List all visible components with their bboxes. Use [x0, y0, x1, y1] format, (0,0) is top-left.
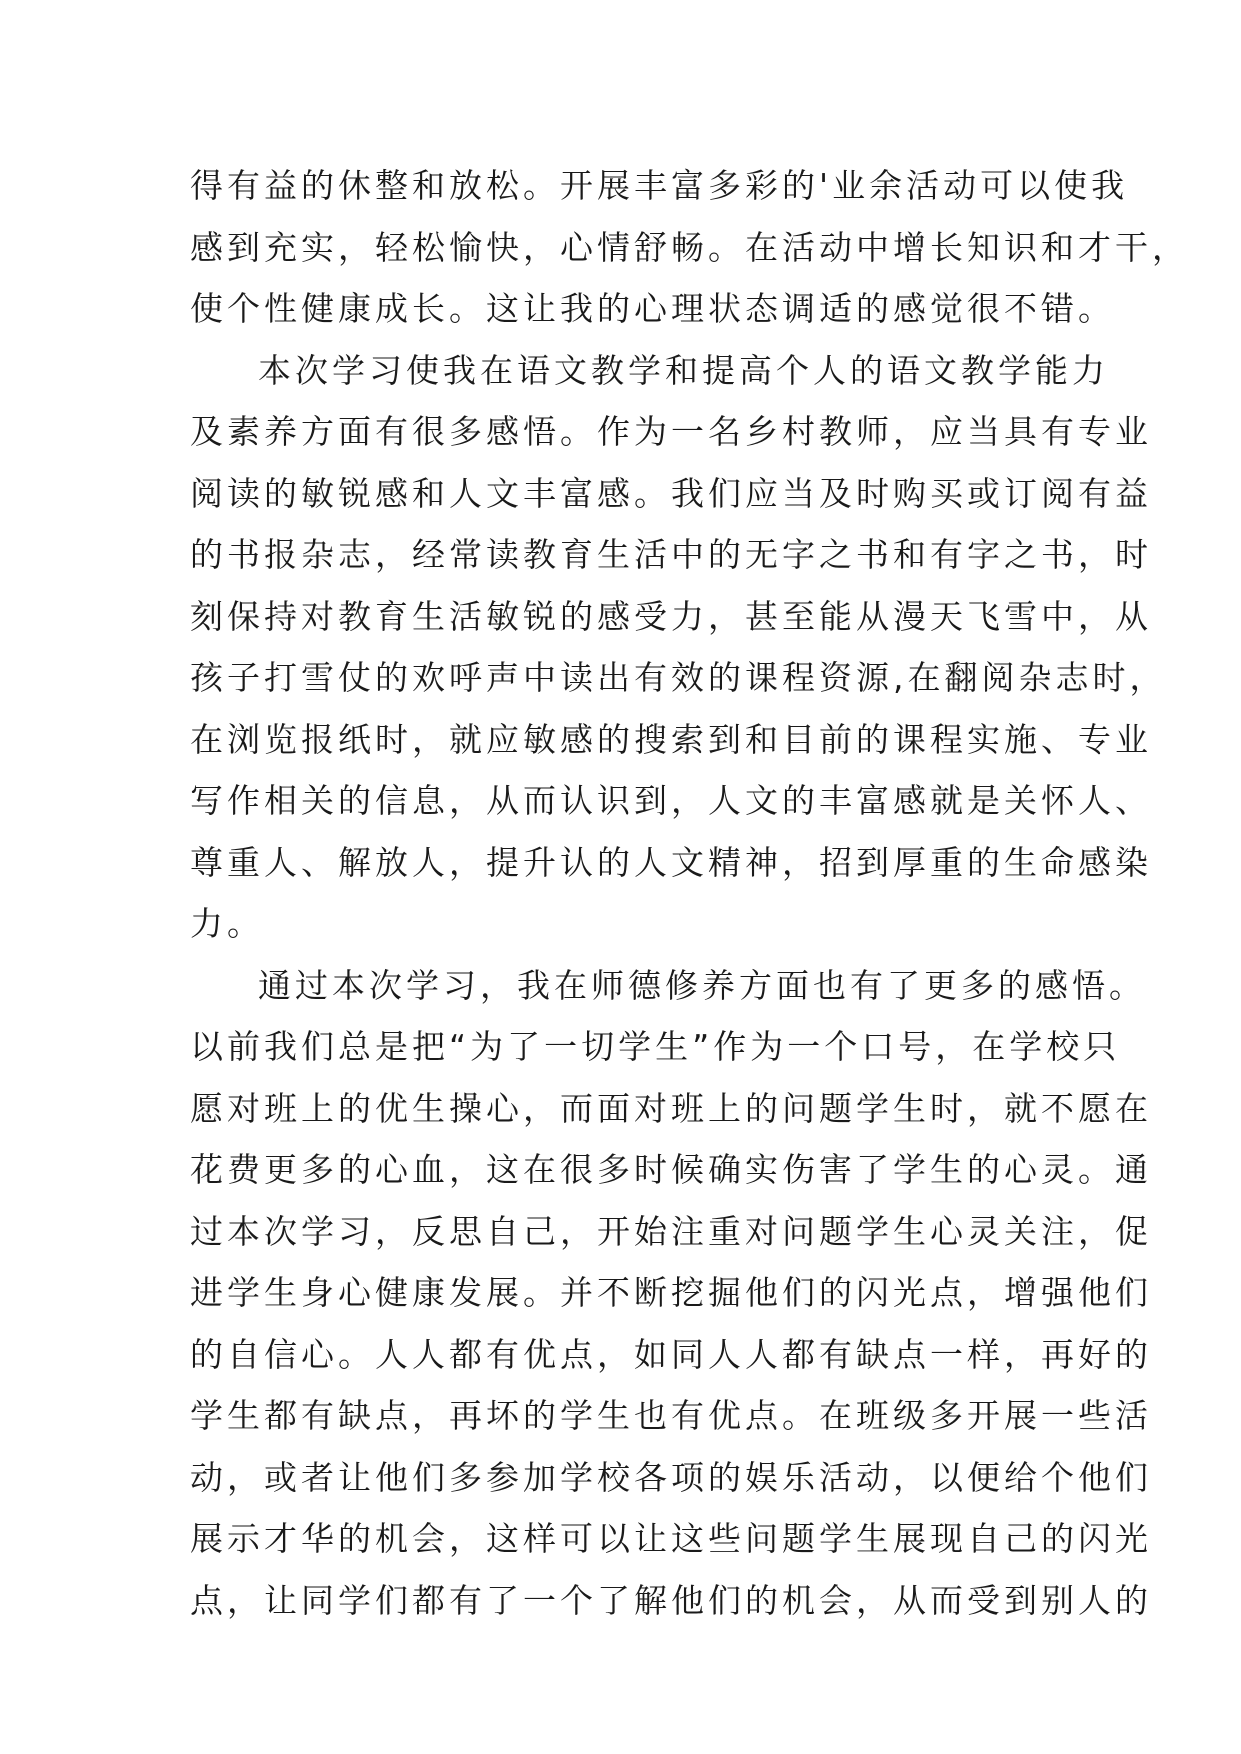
text-line: 以前我们总是把“为了一切学生”作为一个口号，在学校只 [190, 1027, 1121, 1066]
text-line: 的书报杂志，经常读教育生活中的无字之书和有字之书，时 [190, 535, 1152, 574]
text-line: 花费更多的心血，这在很多时候确实伤害了学生的心灵。通 [190, 1150, 1152, 1189]
text-line: 感到充实，轻松愉快，心情舒畅。在活动中增长知识和才干， [190, 227, 1189, 267]
text-line: 写作相关的信息，从而认识到，人文的丰富感就是关怀人、 [190, 781, 1152, 820]
text-line: 在浏览报纸时，就应敏感的搜索到和目前的课程实施、专业 [190, 719, 1152, 759]
text-line: 得有益的休整和放松。开展丰富多彩的'业余活动可以使我 [190, 166, 1129, 205]
text-line: 展示才华的机会，这样可以让这些问题学生展现自己的闪光 [190, 1519, 1152, 1558]
paragraph-first-line: 通过本次学习，我在师德修养方面也有了更多的感悟。 [258, 965, 1146, 1005]
text-line: 动，或者让他们多参加学校各项的娱乐活动，以便给个他们 [190, 1457, 1152, 1497]
text-line: 点，让同学们都有了一个了解他们的机会，从而受到别人的 [190, 1580, 1152, 1620]
text-line: 过本次学习，反思自己，开始注重对问题学生心灵关注，促 [190, 1211, 1152, 1251]
text-line: 愿对班上的优生操心，而面对班上的问题学生时，就不愿在 [190, 1088, 1152, 1128]
text-line: 进学生身心健康发展。并不断挖掘他们的闪光点，增强他们 [190, 1273, 1152, 1312]
body-text [190, 155, 1189, 1631]
text-line: 孩子打雪仗的欢呼声中读出有效的课程资源,在翻阅杂志时， [190, 658, 1167, 697]
text-line: 力。 [190, 904, 264, 943]
text-line: 尊重人、解放人，提升认的人文精神，招到厚重的生命感染 [190, 842, 1152, 882]
text-line: 阅读的敏锐感和人文丰富感。我们应当及时购买或订阅有益 [190, 473, 1152, 513]
text-line: 的自信心。人人都有优点，如同人人都有缺点一样，再好的 [190, 1334, 1152, 1374]
paragraph-first-line: 本次学习使我在语文教学和提高个人的语文教学能力 [258, 350, 1109, 390]
text-line: 刻保持对教育生活敏锐的感受力，甚至能从漫天飞雪中，从 [190, 596, 1152, 636]
text-line: 使个性健康成长。这让我的心理状态调适的感觉很不错。 [190, 289, 1115, 328]
text-line: 及素养方面有很多感悟。作为一名乡村教师，应当具有专业 [190, 412, 1152, 451]
text-line: 学生都有缺点，再坏的学生也有优点。在班级多开展一些活 [190, 1396, 1152, 1435]
